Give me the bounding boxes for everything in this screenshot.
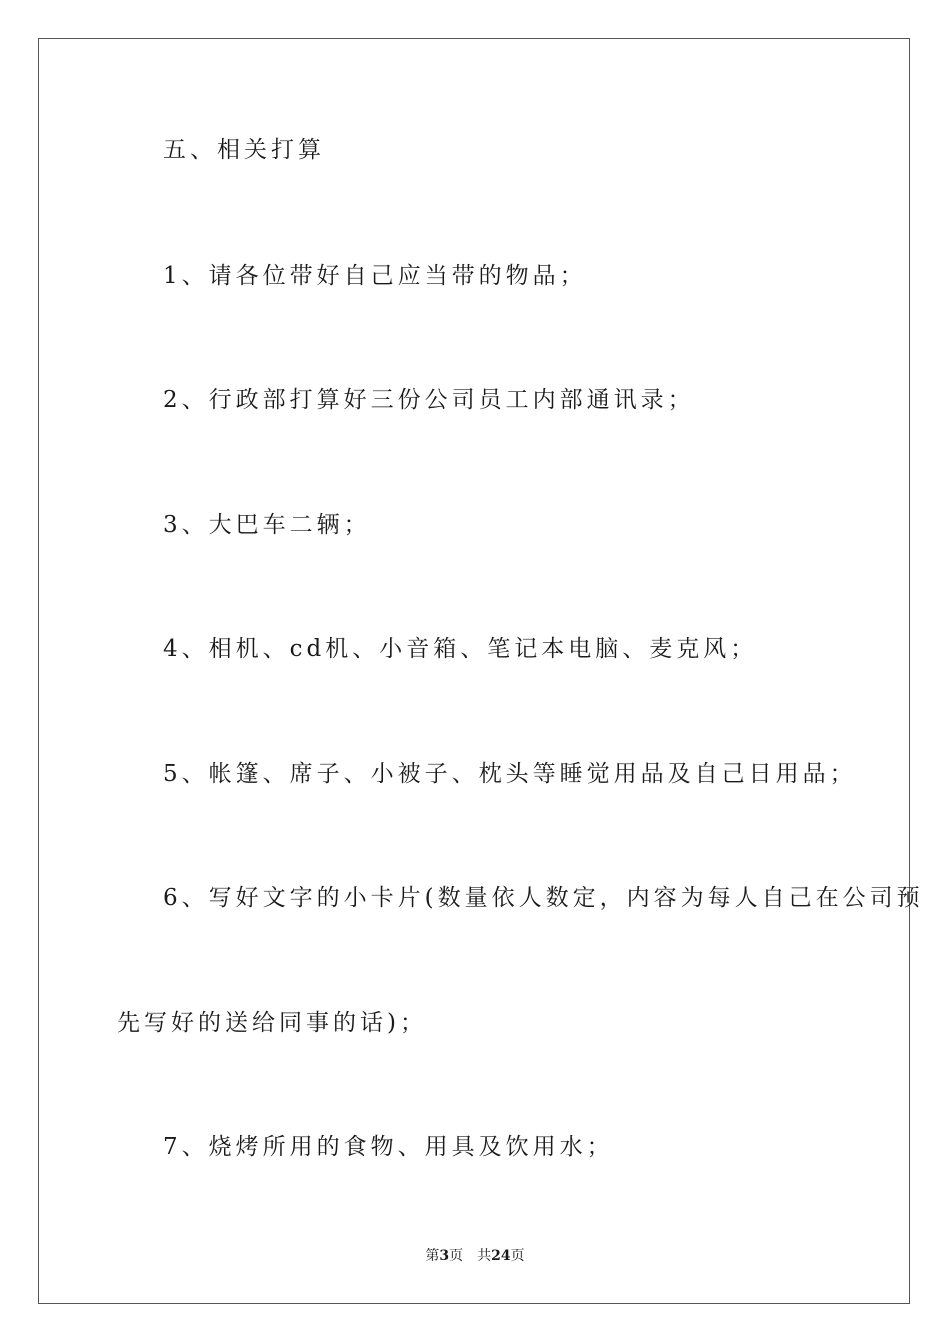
page-number: 3	[439, 1248, 450, 1264]
page-border	[38, 38, 910, 1304]
list-item-continuation: 先写好的送给同事的话)；	[117, 1010, 427, 1036]
page-suffix: 页	[449, 1248, 464, 1264]
list-item: 5、帐篷、席子、小被子、枕头等睡觉用品及自己日用品；	[163, 761, 857, 787]
list-item: 2、行政部打算好三份公司员工内部通讯录；	[163, 387, 695, 413]
list-item: 1、请各位带好自己应当带的物品；	[163, 263, 587, 289]
list-item: 4、相机、cd机、小音箱、笔记本电脑、麦克风；	[163, 636, 758, 662]
page-prefix: 第	[425, 1248, 440, 1264]
list-item: 3、大巴车二辆；	[163, 512, 371, 538]
list-item: 7、烧烤所用的食物、用具及饮用水；	[163, 1134, 614, 1160]
section-heading: 五、相关打算	[163, 137, 325, 163]
total-prefix: 共	[477, 1248, 492, 1264]
list-item: 6、写好文字的小卡片(数量依人数定，内容为每人自己在公司预	[163, 885, 924, 911]
page-footer	[0, 1247, 950, 1265]
total-suffix: 页	[510, 1248, 525, 1264]
total-pages: 24	[491, 1248, 511, 1264]
